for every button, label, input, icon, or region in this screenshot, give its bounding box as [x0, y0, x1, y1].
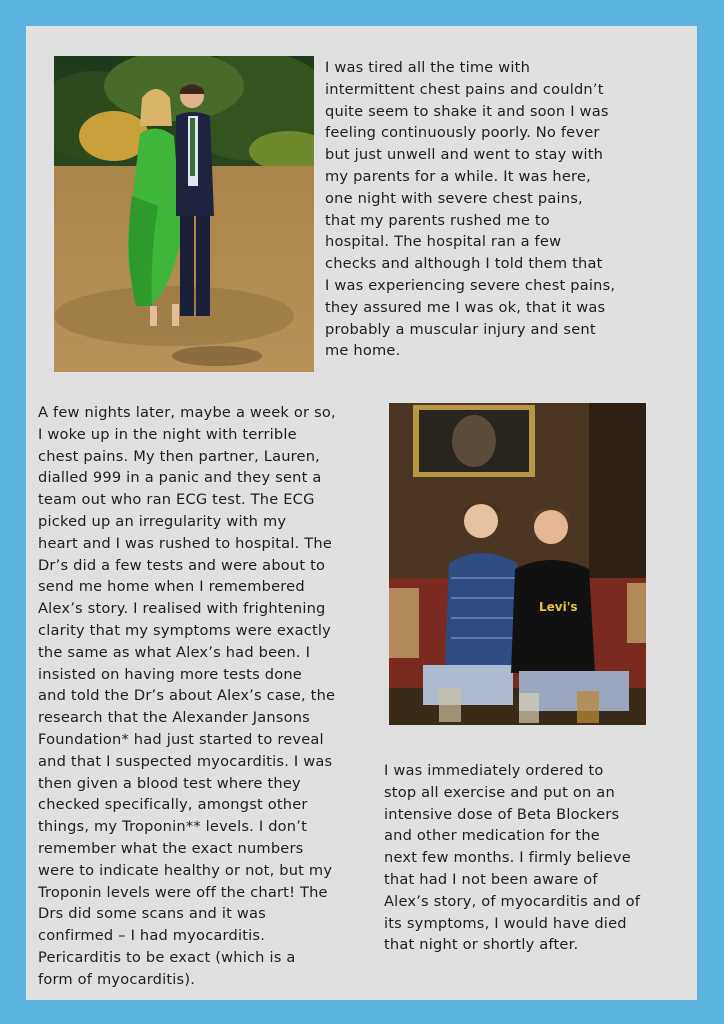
shirt-logo-text: Levi's [539, 600, 578, 614]
document-page [26, 26, 697, 1000]
paragraph-intro: I was tired all the time with intermittent chest pains and couldn’t quite seem to shake it and soon I was feeling continuously poorly. No fever but just unwell and went to stay with my parents for a while. It was here, one night with severe chest pains, that my parents rushed me to hospital. The hospital ran a few checks and although I told them that I was experiencing severe chest pains, they assured me I was ok, that it was probably a muscular injury and sent me home. [325, 59, 616, 360]
paragraph-diagnosis: A few nights later, maybe a week or so, I woke up in the night with terrible chest pains. My then partner, Lauren, dialled 999 in a panic and they sent a team out who ran ECG test. The ECG picked up an irregularity with my heart and I was rushed to hospital. The Dr’s did a few tests and were about to send me home when I remembered Alex’s story. I realised with frightening clarity that my symptoms were exactly the same as what Alex’s had been. I insisted on having more tests done and told the Dr’s about Alex’s case, the research that the Alexander Jansons Foundation* had just started to reveal and that I suspected myocarditis. I was then given a blood test where they checked specifically, amongst other things, my Troponin** levels. I don’t remember what the exact numbers were to indicate healthy or not, but my Troponin levels were off the chart! The Drs did some scans and it was confirmed – I had myocarditis. Pericarditis to be exact (which is a form of myocarditis). [38, 404, 336, 988]
paragraph-outcome: I was immediately ordered to stop all exercise and put on an intensive dose of Beta Blockers and other medication for the next few months. I firmly believe that had I not been aware of Alex’s story, of myocarditis and of its symptoms, I would have died that night or shortly after. [384, 762, 641, 954]
photo-couple-garden [54, 56, 314, 372]
photo-two-men [389, 403, 646, 725]
